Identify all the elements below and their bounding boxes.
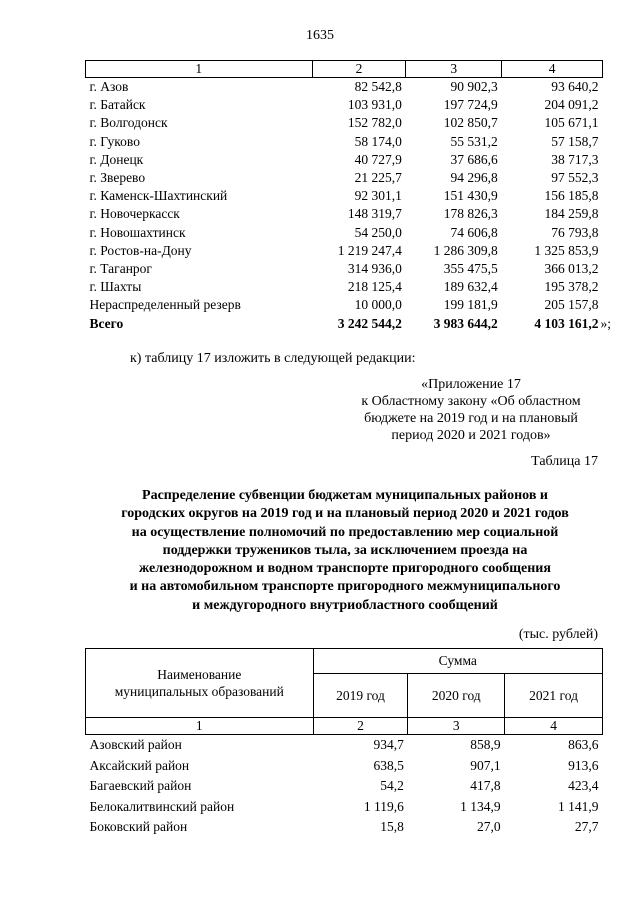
value-cell: 355 475,5: [443, 261, 498, 277]
title-line: поддержки тружеников тыла, за исключением проезда на: [162, 542, 528, 558]
table-row: [86, 187, 603, 205]
row-name-cell: Азовский район: [89, 737, 182, 752]
amendment-instruction: к) таблицу 17 изложить в следующей редакции:: [130, 351, 416, 366]
table-row: [86, 756, 603, 777]
value-cell: 58 174,0: [354, 133, 402, 149]
value-cell: 90 902,3: [450, 79, 498, 94]
total-text: Всего: [89, 315, 124, 331]
value-cell: 21 225,7: [354, 170, 402, 186]
title-line: железнодорожном и водном транспорте пригородного сообщения: [139, 561, 551, 577]
total-label: [86, 315, 313, 333]
value-cell: 189 632,4: [443, 279, 498, 295]
column-number: 3: [408, 718, 505, 735]
value-cell: 913,6: [568, 757, 599, 773]
row-name-cell: г. Таганрог: [89, 261, 152, 277]
table-row: [86, 96, 603, 114]
table-row: [86, 278, 603, 296]
row-name-cell: г. Новошахтинск: [89, 224, 186, 240]
value-cell: 195 378,2: [544, 279, 599, 295]
column-number: 1: [86, 718, 314, 735]
table-row: [86, 817, 603, 838]
value-cell: 54 250,0: [354, 224, 402, 240]
title-line: и на автомобильном транспорте пригородного межмуниципального: [129, 579, 561, 595]
value-cell: 10 000,0: [354, 297, 402, 313]
name-header-line: муниципальных образований: [114, 684, 284, 699]
value-cell: 863,6: [568, 737, 599, 752]
table-row: [86, 169, 603, 187]
value-cell: 1 141,9: [558, 798, 599, 814]
row-name-cell: Нераспределенный резерв: [89, 297, 241, 313]
row-name-cell: г. Шахты: [89, 279, 142, 295]
total-text: 3 242 544,2: [337, 315, 402, 331]
row-name-cell: Аксайский район: [89, 757, 190, 773]
value-cell: 858,9: [470, 737, 501, 752]
value-cell: 1 286 309,8: [433, 242, 498, 258]
value-cell: 156 185,8: [544, 188, 599, 204]
title-line: и междугородного внутриобластного сообщений: [192, 597, 498, 613]
row-name-cell: г. Ростов-на-Дону: [89, 242, 192, 258]
sum-column-header: Сумма: [313, 649, 602, 674]
table-row: [86, 776, 603, 797]
value-cell: 57 158,7: [551, 133, 599, 149]
value-cell: 92 301,1: [354, 188, 402, 204]
value-cell: 151 430,9: [443, 188, 498, 204]
annex-reference: [330, 376, 612, 444]
name-column-header: [86, 649, 314, 718]
name-header-line: Наименование: [157, 667, 242, 682]
value-cell: 423,4: [568, 778, 599, 793]
value-cell: 37 686,6: [450, 151, 498, 167]
value-cell: 40 727,9: [354, 151, 402, 167]
page-number: 1635: [306, 28, 334, 43]
column-number: 4: [505, 718, 603, 735]
annex-line: бюджете на 2019 год и на плановый: [364, 411, 578, 426]
table-label: Таблица 17: [531, 454, 598, 469]
value-cell: 38 717,3: [551, 151, 599, 167]
row-name-cell: г. Волгодонск: [89, 115, 168, 131]
row-name-cell: Багаевский район: [89, 778, 192, 793]
value-cell: 218 125,4: [347, 279, 402, 295]
column-number: 2: [313, 718, 408, 735]
table-row: [86, 242, 603, 260]
annex-line: «Приложение 17: [421, 377, 521, 392]
value-cell: 74 606,8: [450, 224, 498, 240]
value-cell: 417,8: [470, 778, 501, 793]
value-cell: 27,0: [477, 819, 501, 834]
column-number: 4: [502, 61, 603, 78]
row-name-cell: г. Азов: [89, 79, 129, 94]
value-cell: 54,2: [380, 778, 404, 793]
value-cell: 27,7: [574, 819, 599, 834]
value-cell: 15,8: [380, 819, 404, 834]
value-cell: 102 850,7: [443, 115, 498, 131]
table-row: [86, 735, 603, 756]
year-header-2019: 2019 год: [313, 674, 408, 718]
table-row: [86, 78, 603, 97]
table-row: [86, 260, 603, 278]
total-text: 4 103 161,2: [534, 315, 599, 331]
title-line: городских округов на 2019 год и на плановый период 2020 и 2021 годов: [121, 506, 569, 522]
value-cell: 638,5: [373, 757, 404, 773]
value-cell: 152 782,0: [347, 115, 402, 131]
year-header-2021: 2021 год: [505, 674, 603, 718]
table-row: [86, 296, 603, 314]
value-cell: 76 793,8: [551, 224, 599, 240]
total-value: [502, 315, 612, 333]
column-number: 2: [312, 61, 406, 78]
title-line: Распределение субвенции бюджетам муниципальных районов и: [142, 488, 548, 503]
value-cell: 204 091,2: [544, 97, 599, 113]
value-cell: 103 931,0: [347, 97, 402, 113]
value-cell: 934,7: [373, 737, 404, 752]
table-row: [86, 205, 603, 223]
value-cell: 55 531,2: [450, 133, 498, 149]
year-header-2020: 2020 год: [408, 674, 505, 718]
value-cell: 1 134,9: [460, 798, 501, 814]
value-cell: 197 724,9: [443, 97, 498, 113]
value-cell: 97 552,3: [551, 170, 599, 186]
value-cell: 1 119,6: [363, 798, 404, 814]
table-row: [86, 224, 603, 242]
row-name-cell: Белокалитвинский район: [89, 798, 235, 814]
row-name-cell: Боковский район: [89, 819, 188, 834]
value-cell: 184 259,8: [544, 206, 599, 222]
title-line: на осуществление полномочий по предоставлению мер социальной: [131, 524, 559, 540]
column-number: 1: [86, 61, 313, 78]
subvention-table-by-district: [85, 648, 603, 838]
annex-line: к Областному закону «Об областном: [361, 394, 581, 409]
value-cell: 907,1: [470, 757, 501, 773]
column-number-row: [86, 61, 603, 78]
row-name-cell: г. Гуково: [89, 133, 140, 149]
row-name-cell: г. Каменск-Шахтинский: [89, 188, 228, 204]
value-cell: 1 325 853,9: [534, 242, 599, 258]
value-cell: 94 296,8: [450, 170, 498, 186]
column-number: 3: [406, 61, 502, 78]
value-cell: 366 013,2: [544, 261, 599, 277]
value-cell: 93 640,2: [551, 79, 599, 94]
row-name-cell: г. Донецк: [89, 151, 144, 167]
value-cell: 199 181,9: [443, 297, 498, 313]
units-label: (тыс. рублей): [518, 627, 598, 642]
row-name-cell: г. Новочеркасск: [89, 206, 180, 222]
row-name-cell: г. Батайск: [89, 97, 146, 113]
table-row: [86, 797, 603, 818]
document-title: [80, 487, 610, 615]
allocation-table-by-city: [85, 60, 612, 333]
annex-line: период 2020 и 2021 годов»: [391, 428, 551, 443]
closing-quote-suffix: »;: [600, 315, 612, 331]
table-row: [86, 133, 603, 151]
total-text: 3 983 644,2: [433, 315, 498, 331]
table-row: [86, 151, 603, 169]
value-cell: 178 826,3: [443, 206, 498, 222]
value-cell: 82 542,8: [354, 79, 402, 94]
value-cell: 148 319,7: [347, 206, 402, 222]
total-value: [406, 315, 502, 333]
total-value: [312, 315, 406, 333]
value-cell: 205 157,8: [544, 297, 599, 313]
table-row: [86, 114, 603, 132]
total-row: [86, 315, 603, 333]
value-cell: 1 219 247,4: [337, 242, 402, 258]
column-number-row: [86, 718, 603, 735]
value-cell: 105 671,1: [544, 115, 599, 131]
value-cell: 314 936,0: [347, 261, 402, 277]
row-name-cell: г. Зверево: [89, 170, 146, 186]
